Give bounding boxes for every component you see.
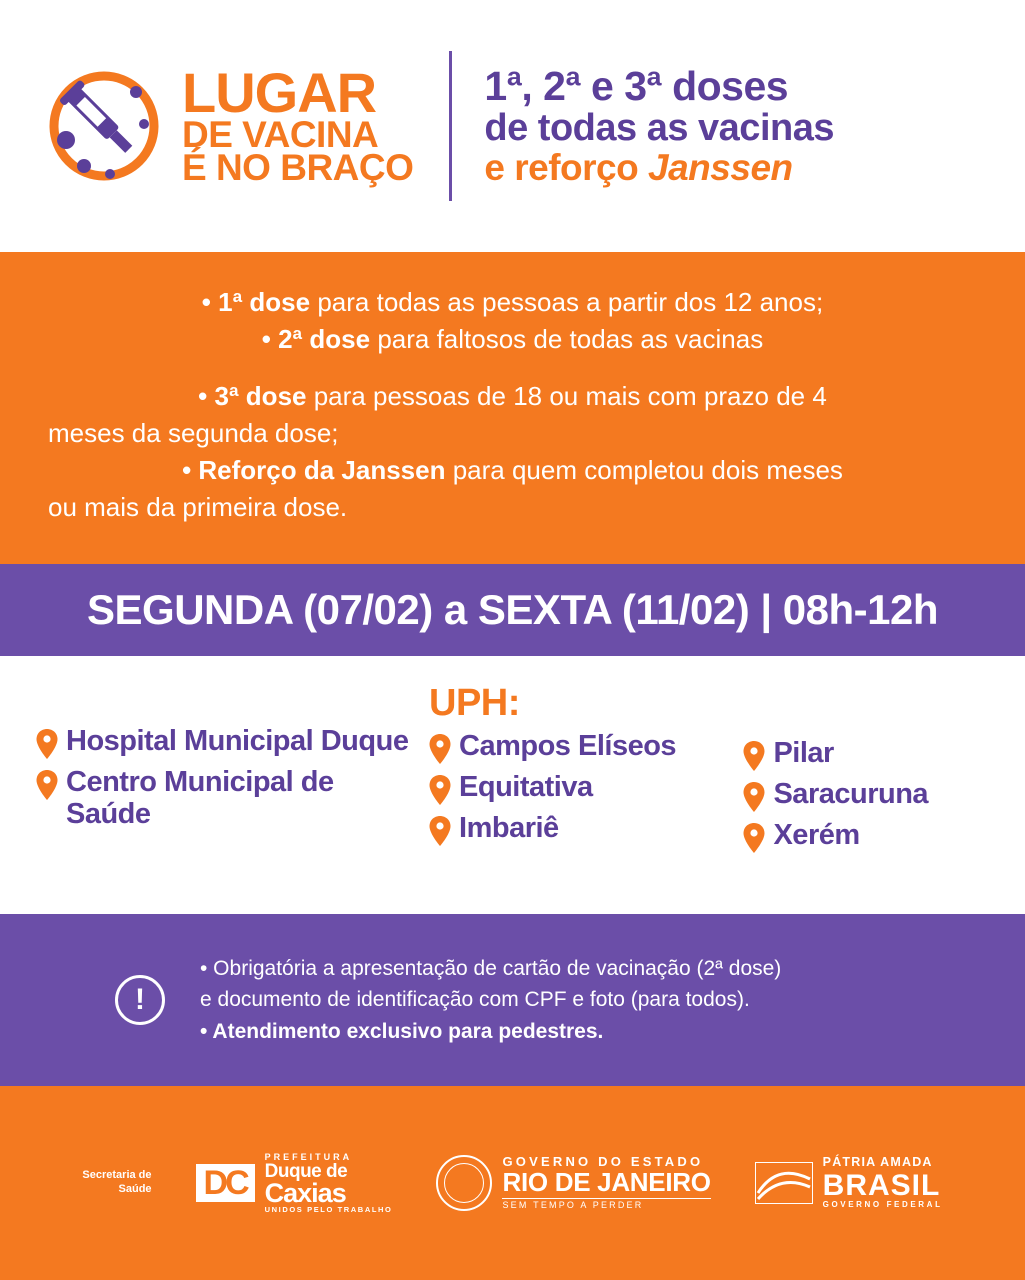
dose-item-text: para pessoas de 18 ou mais com prazo de 4 bbox=[306, 380, 827, 411]
location-item bbox=[36, 726, 419, 759]
location-label: Centro Municipal de Saúde bbox=[66, 766, 334, 830]
schedule-bar bbox=[0, 564, 1025, 656]
federal-patria: PÁTRIA AMADA bbox=[822, 1155, 933, 1170]
location-item bbox=[429, 731, 733, 764]
dose-item-text: para todas as pessoas a partir dos 12 anos; bbox=[310, 287, 824, 317]
location-label: Hospital Municipal Duque bbox=[66, 725, 409, 757]
exclamation-circle-icon bbox=[115, 975, 165, 1025]
notice-line-1: • Obrigatória a apresentação de cartão de vacinação (2ª dose) bbox=[200, 956, 782, 980]
locations-column-uph-2 bbox=[743, 682, 989, 914]
headline-line-3-italic: Janssen bbox=[648, 147, 793, 189]
syringe-no-symbol-icon bbox=[40, 62, 168, 190]
notice-line-3: • Atendimento exclusivo para pedestres. bbox=[200, 1019, 604, 1043]
estado-name: RIO DE JANEIRO bbox=[502, 1166, 711, 1197]
dose-item-text: para faltosos de todas as vacinas bbox=[370, 323, 764, 354]
dose-item bbox=[48, 452, 977, 489]
prefeitura-name-1: Duque de bbox=[264, 1160, 348, 1182]
brazil-flag-icon bbox=[755, 1162, 813, 1204]
logo-governo-rio-de-janeiro bbox=[436, 1155, 710, 1211]
header-divider bbox=[449, 51, 452, 201]
map-pin-icon bbox=[743, 782, 765, 812]
secretaria-line-1: Secretaria de bbox=[82, 1169, 152, 1182]
map-pin-icon bbox=[743, 741, 765, 771]
logo-line-2: DE VACINA bbox=[182, 113, 379, 155]
schedule-text: SEGUNDA (07/02) a SEXTA (11/02) | 08h-12h bbox=[87, 586, 938, 633]
poster-header bbox=[0, 0, 1025, 252]
location-label: Equitativa bbox=[459, 771, 593, 803]
map-pin-icon bbox=[36, 770, 58, 800]
notice-section bbox=[0, 914, 1025, 1086]
notice-line-2: e documento de identificação com CPF e foto (para todos). bbox=[200, 988, 750, 1012]
logo-line-3: É NO BRAÇO bbox=[182, 147, 414, 189]
doses-section bbox=[0, 252, 1025, 564]
locations-column-main bbox=[36, 682, 419, 914]
location-item bbox=[743, 779, 989, 812]
logo-prefeitura-duque-de-caxias bbox=[196, 1153, 393, 1213]
map-pin-icon bbox=[429, 816, 451, 846]
headline-block bbox=[484, 62, 834, 189]
location-label: Xerém bbox=[773, 819, 860, 851]
prefeitura-name-2: Caxias bbox=[264, 1178, 346, 1209]
dose-item-cont: ou mais da primeira dose. bbox=[48, 491, 348, 522]
doses-group-second bbox=[48, 378, 977, 526]
dose-item bbox=[48, 321, 977, 358]
dose-item-bold: • 2ª dose bbox=[261, 323, 371, 354]
map-pin-icon bbox=[36, 729, 58, 759]
location-item bbox=[36, 767, 419, 831]
location-label: Saracuruna bbox=[773, 778, 929, 810]
secretaria-line-2: Saúde bbox=[118, 1183, 152, 1195]
federal-brasil: BRASIL bbox=[822, 1168, 941, 1202]
logo-line-1: LUGAR bbox=[182, 60, 377, 124]
dose-item-cont: meses da segunda dose; bbox=[48, 417, 339, 448]
dc-monogram-icon: DC bbox=[196, 1164, 255, 1202]
locations-section bbox=[0, 656, 1025, 914]
map-pin-icon bbox=[429, 775, 451, 805]
logo-secretaria-saude bbox=[82, 1169, 151, 1197]
prefeitura-slogan: UNIDOS PELO TRABALHO bbox=[264, 1204, 393, 1214]
dose-item-bold: • 1ª dose bbox=[201, 287, 311, 317]
uph-title: UPH: bbox=[429, 682, 520, 724]
dose-item-bold: • Reforço da Janssen bbox=[182, 454, 446, 485]
location-item bbox=[429, 813, 733, 846]
footer-logos bbox=[0, 1086, 1025, 1280]
dose-item-text: para quem completou dois meses bbox=[445, 454, 843, 485]
estado-gov: GOVERNO DO ESTADO bbox=[502, 1154, 704, 1170]
map-pin-icon bbox=[743, 823, 765, 853]
prefeitura-pre: PREFEITURA bbox=[264, 1151, 353, 1162]
location-label: Imbariê bbox=[459, 812, 559, 844]
notice-text bbox=[200, 953, 781, 1048]
location-label: Pilar bbox=[773, 737, 834, 769]
dose-item bbox=[48, 284, 977, 321]
estado-slogan: SEM TEMPO A PERDER bbox=[502, 1198, 710, 1210]
location-item bbox=[429, 772, 733, 805]
headline-line-1: 1ª, 2ª e 3ª doses bbox=[484, 62, 789, 109]
dose-item bbox=[48, 378, 977, 415]
headline-line-2: de todas as vacinas bbox=[484, 106, 834, 149]
state-seal-icon bbox=[436, 1155, 492, 1211]
location-label: Campos Elíseos bbox=[459, 730, 677, 762]
headline-line-3 bbox=[484, 148, 834, 187]
locations-column-uph-1 bbox=[429, 682, 733, 914]
federal-slogan: GOVERNO FEDERAL bbox=[822, 1200, 943, 1210]
location-item bbox=[743, 738, 989, 771]
campaign-logo bbox=[40, 62, 413, 190]
exclamation-mark: ! bbox=[135, 983, 145, 1016]
dose-item-bold: • 3ª dose bbox=[198, 380, 307, 411]
location-item bbox=[743, 820, 989, 853]
logo-governo-federal bbox=[755, 1156, 943, 1209]
doses-group-first bbox=[48, 284, 977, 358]
headline-line-3-plain: e reforço bbox=[484, 147, 649, 189]
map-pin-icon bbox=[429, 734, 451, 764]
